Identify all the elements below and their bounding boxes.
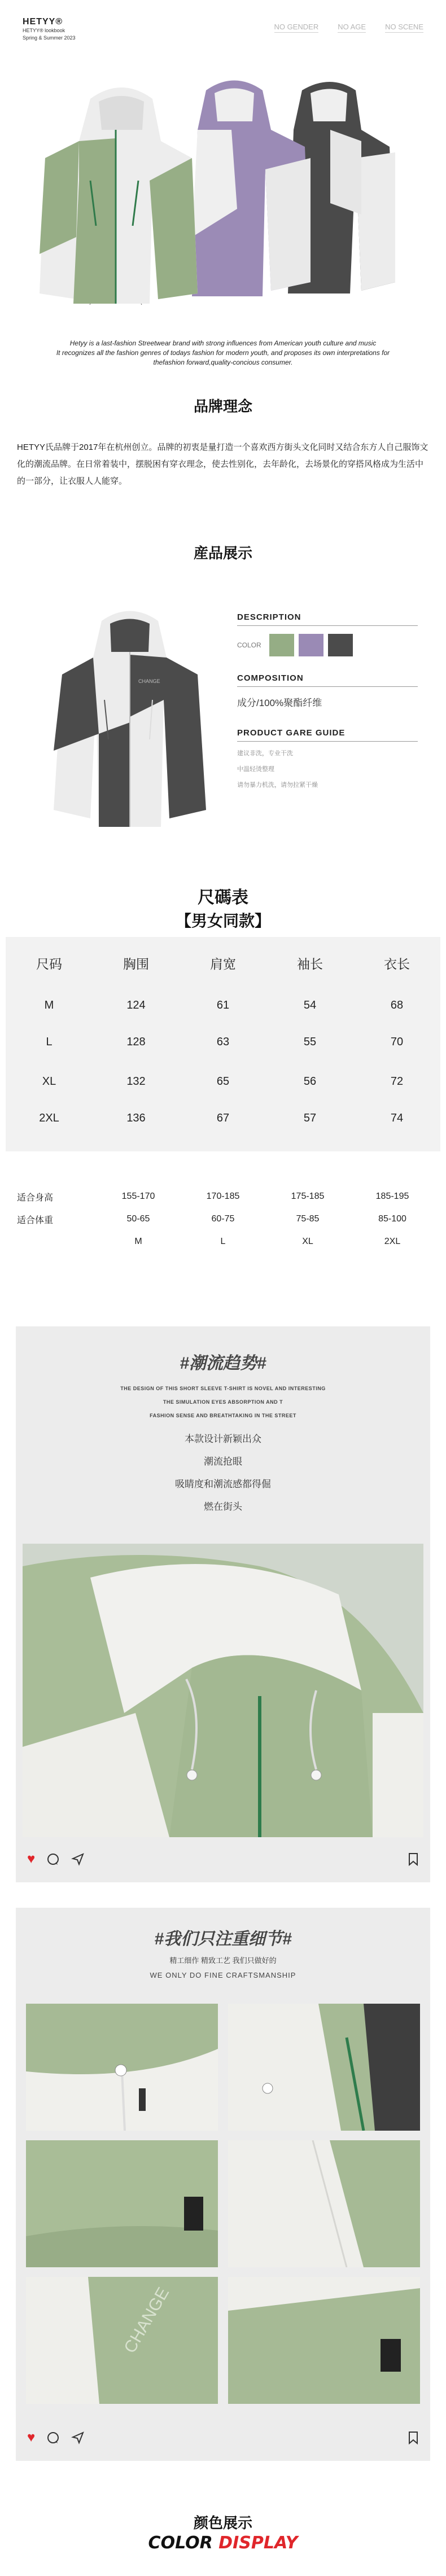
table-cell: 61 (216, 999, 230, 1011)
intro-line-3: thefashion forward,quality-concious consumer. (153, 358, 293, 366)
hero-jackets-image (23, 68, 423, 305)
detail-title: #我们只注重细节# (154, 1930, 292, 1948)
care-line-3: 请勿暴力机洗，请勿拉紧干燥 (237, 782, 318, 788)
height-label: 适合身高 (17, 1193, 54, 1203)
table-cell: 68 (390, 999, 404, 1011)
color-label: COLOR (237, 641, 261, 649)
bookmark-icon[interactable] (408, 1852, 419, 1866)
detail-photo-cuff (228, 2277, 420, 2404)
table-cell: 67 (216, 1112, 230, 1124)
table-cell: 56 (303, 1075, 317, 1088)
detail-photo-print (26, 2277, 218, 2404)
share-icon[interactable] (71, 2431, 85, 2444)
trend-small-text-1: THE DESIGN OF THIS SHORT SLEEVE T-SHIRT IS NOVEL AND INTERESTING (120, 1386, 326, 1391)
size-header-cell: 肩宽 (210, 957, 236, 971)
height-value: 155-170 (121, 1191, 155, 1201)
weight-label: 适合体重 (17, 1215, 54, 1225)
color-display-title-en (0, 2533, 446, 2553)
table-cell: 54 (303, 999, 317, 1011)
table-cell: 136 (126, 1112, 146, 1124)
tag-list (274, 23, 424, 33)
fit-size-value: XL (302, 1237, 313, 1246)
care-line-2: 中温轻烫整理 (237, 766, 274, 773)
detail-photo-grid (26, 2004, 420, 2399)
color-swatch-green[interactable] (269, 634, 294, 656)
share-icon[interactable] (71, 1852, 85, 1866)
tag-no-age: NO AGE (338, 23, 366, 33)
table-cell: 65 (216, 1075, 230, 1088)
brand-logo: HETYY® (23, 17, 63, 27)
trend-line-2: 潮流抢眼 (204, 1456, 242, 1467)
intro-line-2: It recognizes all the fashion genres of todays fashion for modern youth, and proposes its own interpretations for (56, 349, 390, 357)
weight-value: 75-85 (296, 1214, 320, 1224)
size-header-cell: 衣长 (384, 957, 410, 971)
fit-size-row (17, 1230, 440, 1253)
size-table-header (6, 954, 440, 972)
table-cell: L (46, 1036, 53, 1048)
color-display-word-1: COLOR (148, 2533, 219, 2553)
detail-photo-sleeve (26, 2140, 218, 2267)
table-row (6, 1036, 440, 1049)
green-jacket (40, 87, 198, 305)
table-cell: 74 (390, 1112, 404, 1124)
heart-icon[interactable]: ♥ (27, 1851, 36, 1867)
jacket-print-text: CHANGE (138, 678, 160, 684)
table-cell: 2XL (39, 1112, 59, 1124)
brand-concept-text: HETYY氏品牌于2017年在杭州创立。品牌的初衷是量打造一个喜欢西方街头文化同时又结合东方人自己服饰文化的潮流品牌。在日常着装中，摆脱困有穿衣理念，使去性别化，去年龄化，去场景化的穿搭风格成为生活中的一部分，让衣服人人能穿。 (17, 443, 428, 486)
table-cell: 63 (216, 1036, 230, 1048)
trend-line-4: 燃在街头 (204, 1501, 242, 1512)
fit-height-row (17, 1185, 440, 1208)
weight-value: 60-75 (211, 1214, 235, 1224)
table-cell: 132 (126, 1075, 146, 1088)
product-showcase-title: 産品展示 (193, 545, 252, 562)
tag-no-gender: NO GENDER (274, 23, 319, 33)
size-header-cell: 尺码 (36, 957, 62, 971)
color-display-word-2: DISPLAY (218, 2533, 298, 2553)
trend-line-1: 本款设计新颖出众 (185, 1434, 261, 1444)
composition-value: 成分/100%聚酯纤维 (237, 698, 322, 708)
detail-photo-panel (228, 2140, 420, 2267)
detail-en-text: WE ONLY DO FINE CRAFTSMANSHIP (150, 1971, 296, 1979)
table-cell: 55 (303, 1036, 317, 1048)
table-cell: M (44, 999, 54, 1011)
bookmark-icon[interactable] (408, 2431, 419, 2444)
trend-hood-photo (23, 1544, 423, 1837)
detail-social-bar (27, 2430, 419, 2446)
fit-weight-row (17, 1208, 440, 1230)
product-jacket-image (45, 604, 215, 830)
table-row (6, 1112, 440, 1125)
care-guide-label: PRODUCT GARE GUIDE (237, 728, 418, 742)
table-cell: 72 (390, 1075, 404, 1088)
detail-photo-drawcord (26, 2004, 218, 2131)
trend-social-bar (27, 1851, 419, 1867)
lookbook-label: HETYY® lookbook (23, 28, 65, 33)
comment-icon[interactable] (46, 1852, 60, 1866)
table-cell: XL (42, 1075, 56, 1088)
fit-size-value: L (220, 1237, 226, 1246)
height-value: 175-185 (291, 1191, 325, 1201)
care-line-1: 建议非洗，专业干洗 (237, 750, 293, 757)
purple-jacket (192, 81, 311, 297)
fit-size-value: 2XL (384, 1237, 401, 1246)
size-chart-subtitle: 【男女同款】 (175, 912, 270, 930)
fit-size-value: M (134, 1237, 142, 1246)
trend-title: #潮流趋势# (180, 1354, 266, 1373)
brand-intro (23, 339, 423, 367)
size-header-cell: 胸围 (123, 957, 149, 971)
trend-line-3: 吸睛度和潮流感都得倔 (175, 1479, 271, 1489)
composition-label: COMPOSITION (237, 673, 418, 687)
detail-cn-text: 精工细作 精致工艺 我们只做好的 (169, 1956, 277, 1965)
table-row (6, 1075, 440, 1088)
height-value: 170-185 (206, 1191, 240, 1201)
comment-icon[interactable] (46, 2431, 60, 2444)
detail-card (16, 1908, 430, 2461)
weight-value: 50-65 (126, 1214, 150, 1224)
brand-header (23, 17, 76, 42)
size-table (6, 937, 440, 1151)
table-cell: 128 (126, 1036, 146, 1048)
trend-small-text-3: FASHION SENSE AND BREATHTAKING IN THE STREET (150, 1413, 296, 1418)
trend-card (16, 1326, 430, 1882)
product-spec-panel (237, 612, 418, 789)
size-header-cell: 袖长 (297, 957, 323, 971)
detail-photo-zipper (228, 2004, 420, 2131)
brand-concept-title: 品牌理念 (193, 398, 252, 415)
trend-small-text-2: THE SIMULATION EYES ABSORPTION AND T (163, 1399, 283, 1405)
tag-no-scene: NO SCENE (385, 23, 423, 33)
color-display-title-cn: 颜色展示 (193, 2515, 252, 2532)
size-chart-title: 尺碼表 (198, 888, 248, 908)
table-cell: 124 (126, 999, 146, 1011)
description-label: DESCRIPTION (237, 612, 418, 626)
color-swatch-dark[interactable] (328, 634, 353, 656)
table-row (6, 999, 440, 1012)
color-swatch-row (237, 634, 418, 656)
weight-value: 85-100 (378, 1214, 406, 1224)
heart-icon[interactable]: ♥ (27, 2430, 36, 2445)
fit-recommendation (17, 1185, 440, 1253)
color-swatch-purple[interactable] (299, 634, 323, 656)
table-cell: 70 (390, 1036, 404, 1048)
height-value: 185-195 (375, 1191, 409, 1201)
table-cell: 57 (303, 1112, 317, 1124)
season-label: Spring & Summer 2023 (23, 35, 76, 41)
intro-line-1: Hetyy is a last-fashion Streetwear brand with strong influences from American youth culture and music (69, 339, 377, 347)
detail-print-text: CHANGE (120, 2284, 173, 2356)
